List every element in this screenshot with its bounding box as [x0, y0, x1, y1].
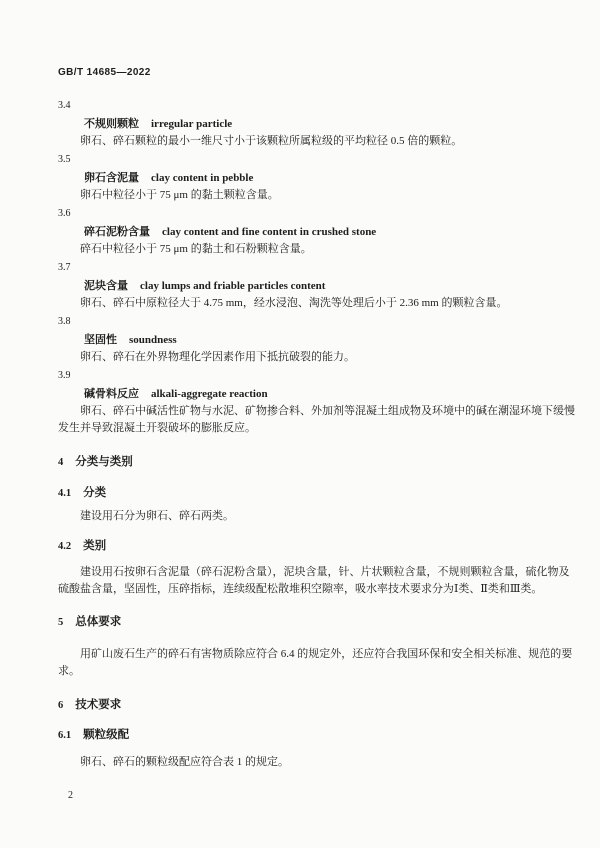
- term-name-zh: 卵石含泥量: [84, 172, 139, 184]
- clause-paragraph: 建设用石按卵石含泥量（碎石泥粉含量），泥块含量，针、片状颗粒含量，不规则颗粒含量，硫化物及硫酸盐含量，坚固性，压碎指标，连续级配松散堆积空隙率，吸水率技术要求分为Ⅰ类、Ⅱ类和Ⅲ类。: [58, 566, 570, 595]
- clause-title: 技术要求: [75, 699, 122, 711]
- clause-number: 4.2: [58, 541, 72, 552]
- clause-paragraph: 建设用石分为卵石、碎石两类。: [80, 510, 234, 522]
- term-entry: [58, 313, 576, 366]
- term-name-en: soundness: [129, 334, 177, 346]
- clause-title: 分类: [83, 487, 107, 499]
- standard-code: GB/T 14685—2022: [58, 67, 151, 78]
- term-name-zh: 坚固性: [84, 334, 117, 346]
- clause-heading-6-1: [58, 727, 576, 744]
- clause-title: 总体要求: [75, 616, 122, 628]
- term-number: 3.9: [58, 370, 71, 381]
- clause-number: 4.1: [58, 488, 72, 499]
- term-definition: 卵石、碎石在外界物理化学因素作用下抵抗破裂的能力。: [80, 351, 355, 363]
- term-definition: 卵石、碎石颗粒的最小一维尺寸小于该颗粒所属粒级的平均粒径 0.5 倍的颗粒。: [80, 135, 463, 147]
- term-number: 3.8: [58, 316, 71, 327]
- term-entry: [58, 205, 576, 258]
- term-entry: [58, 259, 576, 312]
- clauses-section: [58, 454, 576, 771]
- term-definition: 卵石、碎石中碱活性矿物与水泥、矿物掺合料、外加剂等混凝土组成物及环境中的碱在潮湿环境下缓慢发生并导致混凝土开裂破坏的膨胀反应。: [58, 405, 575, 434]
- term-name-en: clay content and fine content in crushed stone: [162, 226, 377, 238]
- term-definition: 卵石、碎石中原粒径大于 4.75 mm，经水浸泡、淘洗等处理后小于 2.36 mm 的颗粒含量。: [80, 297, 508, 309]
- clause-title: 分类与类别: [75, 456, 133, 468]
- term-entry: [58, 367, 576, 437]
- term-name-en: irregular particle: [151, 118, 233, 130]
- term-name-zh: 泥块含量: [84, 280, 128, 292]
- term-entry: [58, 151, 576, 204]
- term-number: 3.4: [58, 100, 71, 111]
- term-entry: [58, 97, 576, 150]
- clause-title: 类别: [83, 540, 107, 552]
- term-name-zh: 碱骨料反应: [84, 388, 139, 400]
- term-title: [58, 116, 576, 133]
- term-definition: 碎石中粒径小于 75 μm 的黏土和石粉颗粒含量。: [80, 243, 312, 255]
- term-name-en: alkali-aggregate reaction: [151, 388, 268, 400]
- term-title: [58, 332, 576, 349]
- term-name-en: clay lumps and friable particles content: [140, 280, 326, 292]
- clause-number: 5: [58, 617, 64, 628]
- term-name-zh: 碎石泥粉含量: [84, 226, 150, 238]
- clause-heading-4-2: [58, 538, 576, 555]
- term-name-zh: 不规则颗粒: [84, 118, 139, 130]
- term-name-en: clay content in pebble: [151, 172, 254, 184]
- clause-heading-6: [58, 697, 576, 714]
- term-title: [58, 278, 576, 295]
- clause-number: 6: [58, 700, 64, 711]
- clause-title: 颗粒级配: [83, 729, 130, 741]
- term-title: [58, 224, 576, 241]
- clause-heading-5: [58, 614, 576, 631]
- term-definition: 卵石中粒径小于 75 μm 的黏土颗粒含量。: [80, 189, 279, 201]
- clause-heading-4: [58, 454, 576, 471]
- term-number: 3.5: [58, 154, 71, 165]
- clause-number: 6.1: [58, 730, 72, 741]
- term-title: [58, 170, 576, 187]
- page-number: 2: [68, 790, 73, 801]
- clause-paragraph: 用矿山废石生产的碎石有害物质除应符合 6.4 的规定外，还应符合我国环保和安全相关标准、规范的要求。: [58, 648, 573, 677]
- term-number: 3.6: [58, 208, 71, 219]
- clause-number: 4: [58, 457, 64, 468]
- term-number: 3.7: [58, 262, 71, 273]
- term-title: [58, 386, 576, 403]
- clause-heading-4-1: [58, 485, 576, 502]
- terms-section: [58, 97, 576, 437]
- clause-paragraph: 卵石、碎石的颗粒级配应符合表 1 的规定。: [80, 756, 289, 768]
